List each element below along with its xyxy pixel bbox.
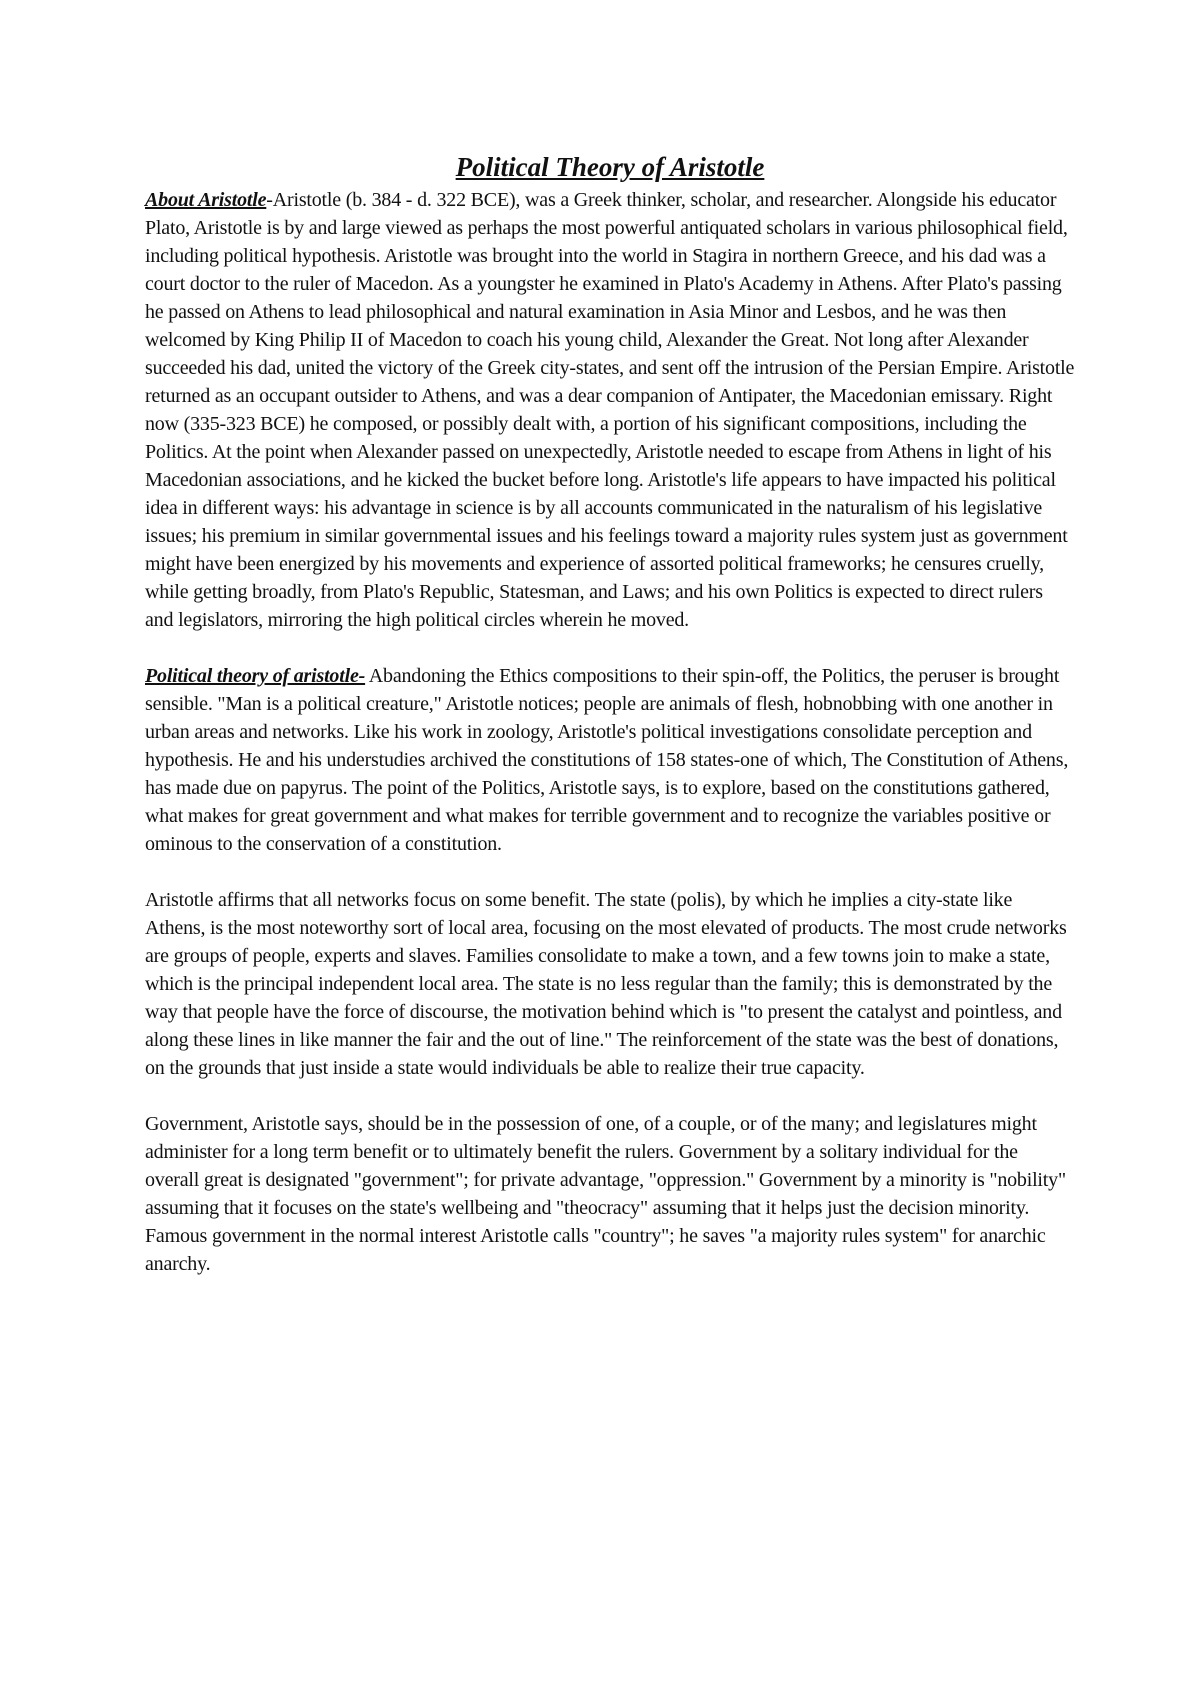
paragraph-text: Abandoning the Ethics compositions to their spin-off, the Politics, the peruser is brought sensible. "Man is a political creature," Aristotle notices; people are animals of flesh, hobnobbing with one another in urban areas and networks. Like his work in zoology, Aristotle's political investigations consolidate perception and hypothesis. He and his understudies archived the constitutions of 158 states-one of which, The Constitution of Athens, has made due on papyrus. The point of the Politics, Aristotle says, is to explore, based on the constitutions gathered, what makes for great government and what makes for terrible government and to recognize the variables positive or ominous to the conservation of a constitution.: [145, 665, 1069, 855]
paragraph-political-theory: [145, 662, 1075, 858]
document-body: [145, 150, 1075, 1278]
paragraph-state-benefit: [145, 886, 1075, 1082]
document-title: Political Theory of Aristotle: [455, 152, 765, 182]
paragraph-text: Government, Aristotle says, should be in the possession of one, of a couple, or of the many; and legislatures might administer for a long term benefit or to ultimately benefit the rulers. Government by a solitary individual for the overall great is designated "government"; for private advantage, "oppression." Government by a minority is "nobility" assuming that it focuses on the state's wellbeing and "theocracy" assuming that it helps just the decision minority. Famous government in the normal interest Aristotle calls "country"; he saves "a majority rules system" for anarchic anarchy.: [145, 1113, 1066, 1275]
section-heading-political-theory: Political theory of aristotle-: [145, 665, 366, 687]
section-heading-about-aristotle: About Aristotle: [145, 189, 267, 211]
paragraph-about-aristotle: [145, 186, 1075, 634]
paragraph-government-forms: [145, 1110, 1075, 1278]
paragraph-text: Aristotle affirms that all networks focus on some benefit. The state (polis), by which he implies a city-state like Athens, is the most noteworthy sort of local area, focusing on the most elevated of products. The most crude networks are groups of people, experts and slaves. Families consolidate to make a town, and a few towns join to make a state, which is the principal independent local area. The state is no less regular than the family; this is demonstrated by the way that people have the force of discourse, the motivation behind which is "to present the catalyst and pointless, and along these lines in like manner the fair and the out of line." The reinforcement of the state was the best of donations, on the grounds that just inside a state would individuals be able to realize their true capacity.: [145, 889, 1067, 1079]
paragraph-text: -Aristotle (b. 384 - d. 322 BCE), was a Greek thinker, scholar, and researcher. Alongside his educator Plato, Aristotle is by and large viewed as perhaps the most powerful antiquated scholars in various philosophical field, including political hypothesis. Aristotle was brought into the world in Stagira in northern Greece, and his dad was a court doctor to the ruler of Macedon. As a youngster he examined in Plato's Academy in Athens. After Plato's passing he passed on Athens to lead philosophical and natural examination in Asia Minor and Lesbos, and he was then welcomed by King Philip II of Macedon to coach his young child, Alexander the Great. Not long after Alexander succeeded his dad, united the victory of the Greek city-states, and sent off the intrusion of the Persian Empire. Aristotle returned as an occupant outsider to Athens, and was a dear companion of Antipater, the Macedonian emissary. Right now (335-323 BCE) he composed, or possibly dealt with, a portion of his significant compositions, including the Politics. At the point when Alexander passed on unexpectedly, Aristotle needed to escape from Athens in light of his Macedonian associations, and he kicked the bucket before long. Aristotle's life appears to have impacted his political idea in different ways: his advantage in science is by all accounts communicated in the naturalism of his legislative issues; his premium in similar governmental issues and his feelings toward a majority rules system just as government might have been energized by his movements and experience of assorted political frameworks; he censures cruelly, while getting broadly, from Plato's Republic, Statesman, and Laws; and his own Politics is expected to direct rulers and legislators, mirroring the high political circles wherein he moved.: [145, 189, 1075, 631]
